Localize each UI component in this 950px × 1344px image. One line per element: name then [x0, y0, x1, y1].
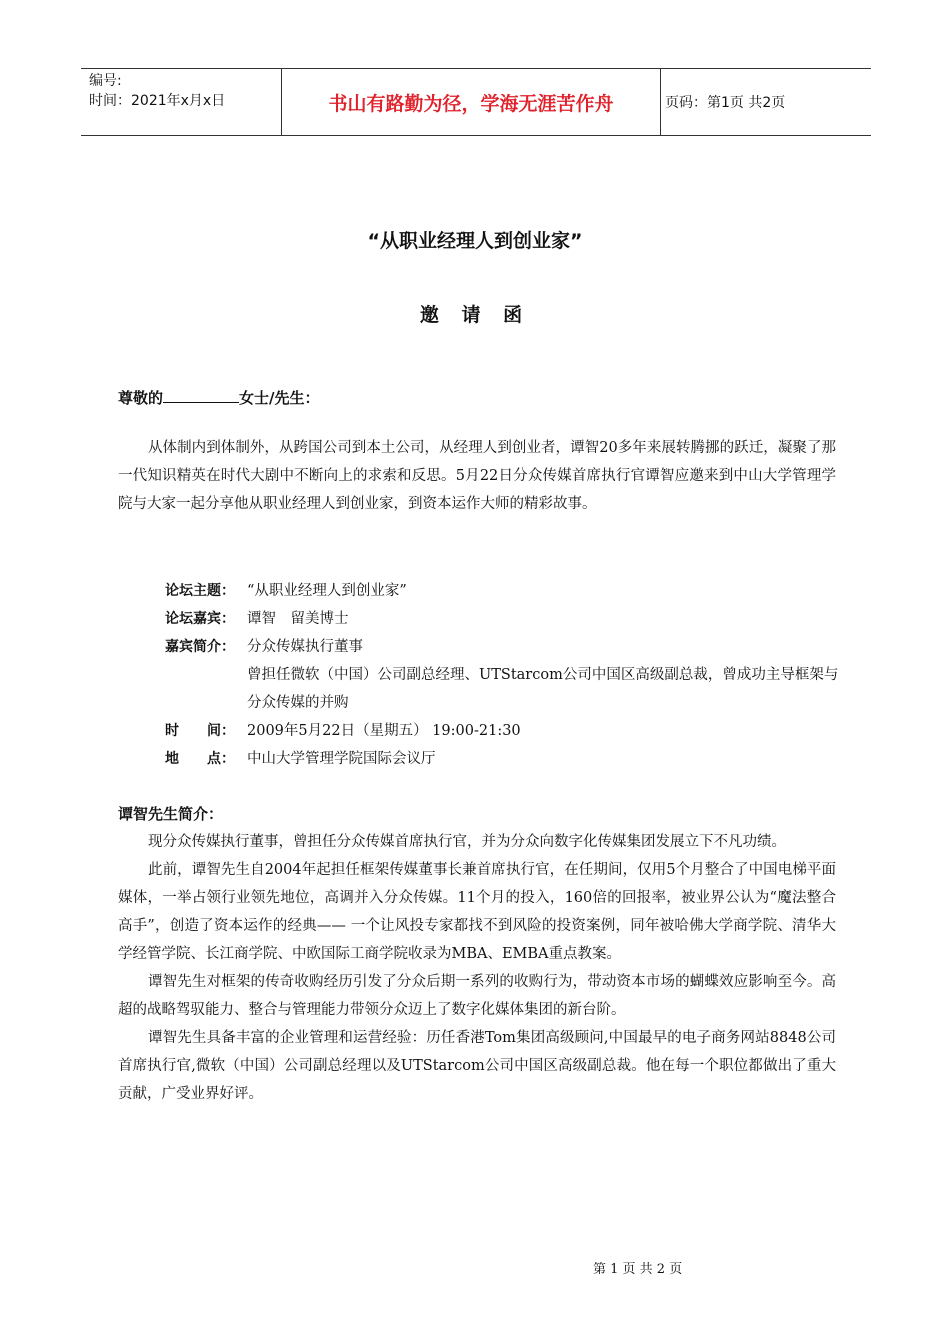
header-table	[81, 68, 871, 136]
bio-heading: 谭智先生简介：	[118, 805, 224, 823]
profile-line-2: 曾担任微软（中国）公司副总经理、UTStarcom公司中国区高级副总裁，曾成功主导框架与分众传媒的并购	[247, 667, 839, 711]
info-row-topic	[165, 577, 840, 605]
profile-label: 嘉宾简介：	[165, 639, 235, 655]
info-row-profile	[165, 633, 840, 717]
time-label: 时间：2021年x月x日	[89, 93, 226, 109]
time-info-label: 时 间：	[165, 723, 235, 739]
guest-value: 谭智 留美博士	[247, 611, 349, 627]
intro-paragraph: 从体制内到体制外，从跨国公司到本土公司，从经理人到创业者，谭智20多年来展转腾挪的跃迁，凝聚了那一代知识精英在时代大剧中不断向上的求索和反思。5月22日分众传媒首席执行官谭智应邀来到中山大学管理学院与大家一起分享他从职业经理人到创业家，到资本运作大师的精彩故事。	[118, 440, 836, 512]
greeting	[118, 387, 320, 408]
info-row-guest	[165, 605, 840, 633]
header-motto: 书山有路勤为径，学海无涯苦作舟	[281, 69, 661, 135]
place-label: 地 点：	[165, 751, 235, 767]
name-blank	[163, 388, 239, 403]
info-row-place	[165, 745, 840, 773]
profile-line-1: 分众传媒执行董事	[247, 639, 363, 655]
bio-paragraph: 谭智先生对框架的传奇收购经历引发了分众后期一系列的收购行为，带动资本市场的蝴蝶效应影响至今。高超的战略驾驭能力、整合与管理能力带领分众迈上了数字化媒体集团的新台阶。	[118, 974, 836, 1018]
bio-paragraph: 现分众传媒执行董事，曾担任分众传媒首席执行官，并为分众向数字化传媒集团发展立下不凡功绩。	[148, 834, 786, 850]
bio-paragraph: 谭智先生具备丰富的企业管理和运营经验：历任香港Tom集团高级顾问,中国最早的电子商务网站8848公司首席执行官,微软（中国）公司副总经理以及UTStarcom公司中国区高级副总裁。他在每一个职位都做出了重大贡献，广受业界好评。	[118, 1030, 836, 1102]
time-info-value: 2009年5月22日（星期五） 19:00-21:30	[247, 723, 521, 739]
serial-label: 编号:	[89, 73, 122, 89]
topic-label: 论坛主题：	[165, 583, 235, 599]
topic-value: “从职业经理人到创业家”	[247, 583, 407, 599]
profile-value	[247, 633, 840, 717]
place-value: 中山大学管理学院国际会议厅	[247, 751, 436, 767]
bio-section	[118, 828, 836, 1108]
document-subtitle: 邀 请 函	[419, 304, 531, 326]
event-info	[165, 577, 840, 773]
document-title: “从职业经理人到创业家”	[367, 230, 583, 252]
greeting-suffix: 女士/先生：	[239, 389, 320, 407]
bio-paragraph: 此前，谭智先生自2004年起担任框架传媒董事长兼首席执行官，在任期间，仅用5个月整合了中国电梯平面媒体，一举占领行业领先地位，高调并入分众传媒。11个月的投入，160倍的回报率，被业界公认为“魔法整合高手”，创造了资本运作的经典—— 一个让风投专家都找不到风险的投资案例，同年被哈佛大学商学院、清华大学经管学院、长江商学院、中欧国际工商学院收录为MBA、EMBA重点教案。	[118, 862, 836, 962]
greeting-prefix: 尊敬的	[118, 389, 164, 407]
guest-label: 论坛嘉宾：	[165, 611, 235, 627]
header-page-code: 页码：第1页 共2页	[665, 95, 786, 111]
header-left	[89, 71, 225, 111]
info-row-time	[165, 717, 840, 745]
page-footer: 第 1 页 共 2 页	[593, 1262, 683, 1277]
